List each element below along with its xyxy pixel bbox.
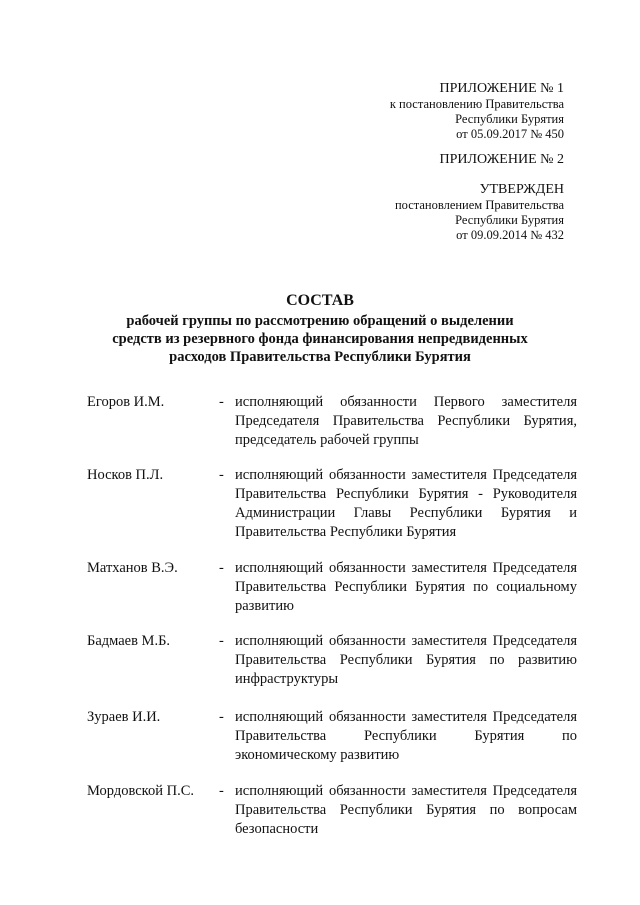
member-role: исполняющий обязанности заместителя Председателя Правительства Республики Бурятия по экономическому развитию — [235, 709, 577, 763]
annex-1-line-2: Республики Бурятия — [455, 112, 564, 126]
member-dash: - — [219, 783, 224, 799]
member-row — [87, 782, 577, 839]
member-name: Егоров И.М. — [87, 394, 165, 410]
approved-label: УТВЕРЖДЕН — [479, 182, 564, 197]
annex-2-line-1: постановлением Правительства — [394, 198, 564, 212]
heading-line-1: рабочей группы по рассмотрению обращений о выделении — [126, 313, 514, 329]
member-row — [87, 708, 577, 765]
member-name: Бадмаев М.Б. — [87, 633, 171, 649]
member-name: Носков П.Л. — [87, 467, 164, 483]
member-row — [87, 466, 577, 542]
document-title: СОСТАВ — [286, 292, 354, 309]
member-row — [87, 393, 577, 450]
document-heading — [0, 292, 640, 366]
annex-1-header — [390, 80, 564, 142]
member-dash: - — [219, 560, 224, 576]
annex-1-line-3: от 05.09.2017 № 450 — [456, 127, 564, 141]
member-row — [87, 559, 577, 616]
member-role: исполняющий обязанности заместителя Председателя Правительства Республики Бурятия - Руководителя Администрации Главы Республики Бурятия и Правительства Республики Бурятия — [235, 467, 577, 540]
member-dash: - — [219, 633, 224, 649]
member-name: Мордовской П.С. — [87, 783, 195, 799]
member-dash: - — [219, 394, 224, 410]
annex-2-title: ПРИЛОЖЕНИЕ № 2 — [439, 152, 564, 167]
heading-line-3: расходов Правительства Республики Бурятия — [169, 349, 471, 365]
annex-1-line-1: к постановлению Правительства — [389, 97, 564, 111]
member-role: исполняющий обязанности заместителя Председателя Правительства Республики Бурятия по вопросам безопасности — [235, 783, 577, 837]
heading-line-2: средств из резервного фонда финансирования непредвиденных — [112, 331, 528, 347]
member-name: Матханов В.Э. — [87, 560, 178, 576]
member-name: Зураев И.И. — [87, 709, 161, 725]
member-role: исполняющий обязанности Первого заместителя Председателя Правительства Республики Бурятия, председатель рабочей группы — [235, 394, 577, 448]
annex-2-line-2: Республики Бурятия — [455, 213, 564, 227]
annex-2-header — [395, 151, 564, 243]
annex-1-title: ПРИЛОЖЕНИЕ № 1 — [439, 81, 564, 96]
member-role: исполняющий обязанности заместителя Председателя Правительства Республики Бурятия по социальному развитию — [235, 560, 577, 614]
member-role: исполняющий обязанности заместителя Председателя Правительства Республики Бурятия по развитию инфраструктуры — [235, 633, 577, 687]
member-row — [87, 632, 577, 689]
member-dash: - — [219, 709, 224, 725]
annex-2-line-3: от 09.09.2014 № 432 — [456, 228, 564, 242]
member-dash: - — [219, 467, 224, 483]
